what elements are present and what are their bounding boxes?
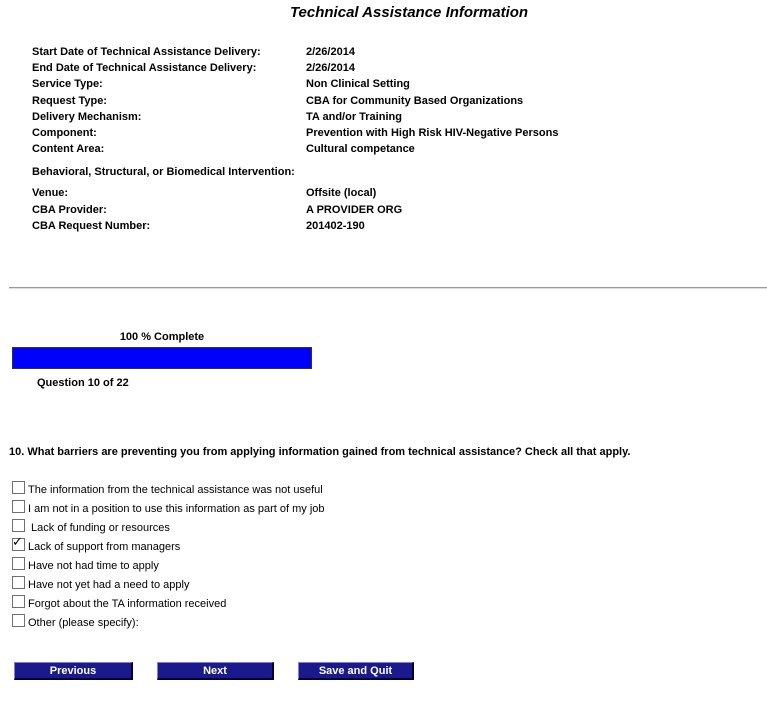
info-label: Request Type: — [32, 94, 107, 107]
progress-bar-fill — [13, 348, 311, 368]
section-divider — [9, 287, 767, 289]
checkbox[interactable] — [12, 535, 25, 551]
info-value: Prevention with High Risk HIV-Negative Persons — [306, 126, 559, 139]
checkbox[interactable] — [12, 481, 25, 494]
option-label[interactable]: Other (please specify): — [28, 617, 139, 629]
info-label: Behavioral, Structural, or Biomedical Intervention: — [32, 166, 295, 179]
progress-label: 100 % Complete — [119, 331, 205, 343]
info-label: Venue: — [32, 187, 69, 200]
info-value: Non Clinical Setting — [306, 78, 410, 91]
info-label: Start Date of Technical Assistance Delivery: — [32, 46, 261, 58]
option-label[interactable]: Have not had time to apply — [28, 560, 159, 572]
checkbox[interactable] — [12, 519, 25, 532]
info-value: 2/26/2014 — [306, 46, 355, 58]
progress-bar — [12, 347, 312, 369]
save-and-quit-button[interactable]: Save and Quit — [298, 662, 414, 680]
info-label: Delivery Mechanism: — [32, 110, 142, 123]
previous-button[interactable]: Previous — [14, 662, 133, 680]
info-value: TA and/or Training — [306, 110, 402, 123]
info-label: Component: — [32, 126, 97, 139]
info-label: CBA Request Number: — [32, 219, 151, 232]
info-value: CBA for Community Based Organizations — [306, 94, 524, 107]
checkbox[interactable] — [12, 500, 25, 513]
checkbox[interactable] — [12, 595, 25, 608]
option-label[interactable]: Have not yet had a need to apply — [28, 579, 190, 591]
info-value: A PROVIDER ORG — [306, 203, 403, 216]
option-label[interactable]: The information from the technical assistance was not useful — [28, 484, 323, 496]
next-button[interactable]: Next — [157, 662, 274, 680]
checkbox[interactable] — [12, 576, 25, 589]
option-label[interactable]: Forgot about the TA information received — [28, 598, 227, 610]
checkbox[interactable] — [12, 557, 25, 570]
info-value: Offsite (local) — [306, 187, 377, 200]
info-label: Content Area: — [32, 143, 105, 156]
info-label: End Date of Technical Assistance Delivery: — [32, 62, 257, 75]
question-count: Question 10 of 22 — [37, 377, 129, 389]
page-title: Technical Assistance Information — [289, 4, 529, 21]
info-value: 201402-190 — [306, 219, 365, 232]
info-label: Service Type: — [32, 78, 103, 91]
checkbox[interactable] — [12, 614, 25, 627]
option-label[interactable]: Lack of funding or resources — [28, 522, 170, 534]
option-label[interactable]: I am not in a position to use this information as part of my job — [28, 503, 325, 515]
option-label[interactable]: Lack of support from managers — [28, 541, 181, 553]
info-label: CBA Provider: — [32, 203, 107, 216]
info-value: Cultural competance — [306, 143, 415, 156]
checkmark-icon: ✓ — [12, 535, 23, 550]
info-value: 2/26/2014 — [306, 62, 355, 75]
question-text: 10. What barriers are preventing you from applying information gained from technical assistance? Check all that apply. — [9, 446, 631, 458]
